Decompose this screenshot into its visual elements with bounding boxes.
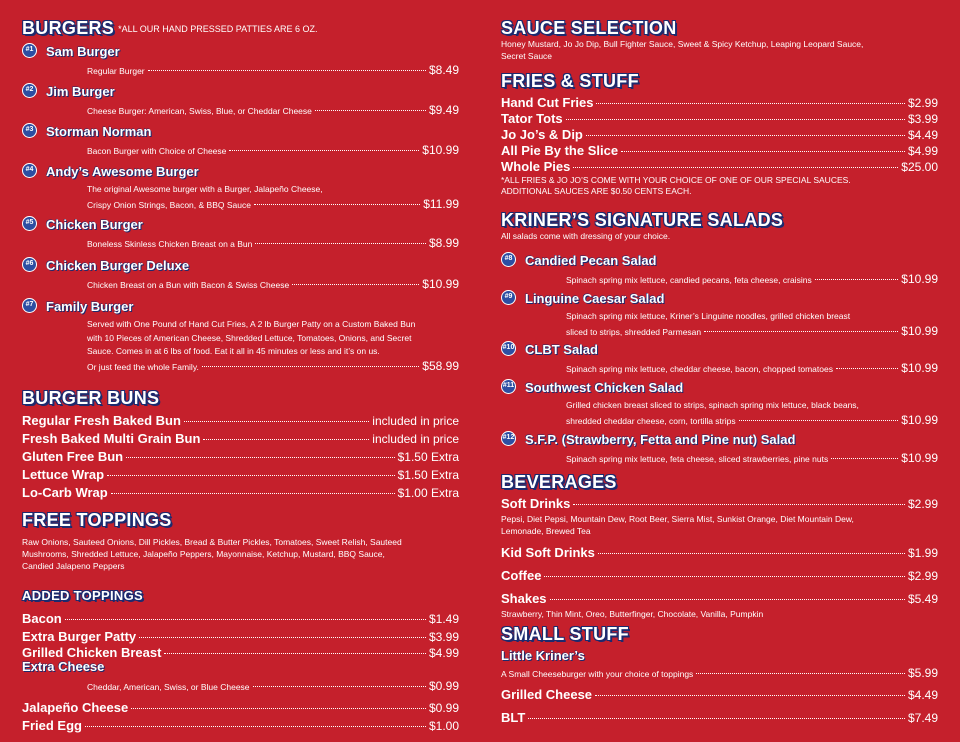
- item-name: Family Burger: [46, 299, 134, 314]
- dot-leader: [596, 103, 905, 104]
- item-text: Gluten Free Bun: [22, 449, 124, 464]
- menu-item: [22, 258, 459, 292]
- salads-subtitle: All salads come with dressing of your choice.: [501, 231, 671, 241]
- item-price-row: [87, 197, 459, 212]
- item-number-badge: #10: [501, 341, 516, 356]
- item-price-row: [566, 361, 938, 376]
- item-description: Grilled chicken breast sliced to strips, spinach spring mix lettuce, black beans,: [566, 400, 859, 410]
- dot-leader: [315, 110, 426, 111]
- item-price: $1.00 Extra: [397, 486, 459, 500]
- dot-leader: [202, 366, 419, 367]
- menu-item: [501, 342, 938, 376]
- beverage-item-shakes: Shakes $5.49: [501, 591, 938, 606]
- item-text: Crispy Onion Strings, Bacon, & BBQ Sauce: [87, 199, 251, 210]
- salads-heading: KRINER’S SIGNATURE SALADS: [501, 210, 784, 230]
- dot-leader: [184, 421, 369, 422]
- item-name: Chicken Burger Deluxe: [46, 258, 190, 273]
- beverage-item-kid: Kid Soft Drinks $1.99: [501, 545, 938, 560]
- topping-item-bacon: Bacon $1.49: [22, 611, 459, 626]
- small-stuff-heading: SMALL STUFF: [501, 624, 629, 644]
- item-price-row: [87, 236, 459, 251]
- item-price-row: [87, 63, 459, 78]
- item-details: [501, 399, 938, 428]
- menu-item: [22, 164, 459, 212]
- item-number-badge: #12: [501, 431, 516, 446]
- item-price: $8.49: [428, 63, 459, 77]
- item-text: sliced to strips, shredded Parmesan: [566, 326, 702, 337]
- menu-item: [501, 432, 938, 466]
- dot-leader: [831, 458, 898, 459]
- item-price: included in price: [372, 432, 459, 446]
- menu-item: [22, 217, 459, 251]
- item-price: $3.99: [907, 112, 938, 126]
- item-number-badge: #11: [501, 379, 516, 394]
- topping-item-jalapeno: Jalapeño Cheese $0.99: [22, 700, 459, 715]
- item-price: $10.99: [422, 277, 459, 291]
- menu-item: [501, 380, 938, 428]
- item-details: [22, 183, 459, 212]
- item-price-row: [87, 277, 459, 292]
- small-item-little: A Small Cheeseburger with your choice of toppings $5.99: [501, 666, 938, 680]
- item-number-badge: #8: [501, 252, 516, 267]
- dot-leader: [566, 119, 905, 120]
- item-price: $11.99: [423, 196, 459, 211]
- item-price: $9.49: [428, 103, 459, 117]
- item-details: [22, 143, 459, 158]
- item-name: Candied Pecan Salad: [525, 253, 657, 268]
- item-text: Fresh Baked Multi Grain Bun: [22, 431, 201, 446]
- fries-list: [501, 95, 938, 197]
- item-text: Lettuce Wrap: [22, 467, 105, 482]
- bun-item: [22, 430, 459, 448]
- topping-item-cheese-name: Extra Cheese: [22, 659, 105, 674]
- item-details: [22, 236, 459, 251]
- item-text: Or just feed the whole Family.: [87, 361, 199, 372]
- topping-item-patty: Extra Burger Patty $3.99: [22, 629, 459, 644]
- item-details: [501, 272, 938, 287]
- item-details: [501, 451, 938, 466]
- item-text: Cheese Burger: American, Swiss, Blue, or Cheddar Cheese: [87, 106, 312, 116]
- beverage-item-coffee: Coffee $2.99: [501, 568, 938, 583]
- item-text: Spinach spring mix lettuce, feta cheese, sliced strawberries, pine nuts: [566, 454, 829, 464]
- item-price-row: [87, 103, 459, 118]
- burgers-title: BURGERS: [22, 18, 115, 38]
- item-details: [22, 277, 459, 292]
- item-name: Jim Burger: [46, 84, 115, 99]
- item-price: $4.99: [907, 144, 938, 158]
- item-price: $8.99: [428, 236, 459, 250]
- item-text: Bacon Burger with Choice of Cheese: [87, 146, 227, 156]
- dot-leader: [255, 243, 426, 244]
- item-price-row: [566, 324, 938, 339]
- item-text: All Pie By the Slice: [501, 143, 619, 158]
- dot-leader: [586, 135, 905, 136]
- menu-item: [501, 253, 938, 287]
- sauce-text: [501, 38, 938, 62]
- dot-leader: [836, 368, 898, 369]
- item-text: Spinach spring mix lettuce, cheddar cheese, bacon, chopped tomatoes: [566, 364, 833, 374]
- free-toppings-text: [22, 536, 459, 572]
- item-number-badge: #2: [22, 83, 37, 98]
- beverage-soft-desc: Lemonade, Brewed Tea: [501, 526, 591, 536]
- menu-item: [22, 44, 459, 78]
- item-name: Storman Norman: [46, 124, 152, 139]
- fries-note: ADDITIONAL SAUCES ARE $0.50 CENTS EACH.: [501, 186, 692, 196]
- item-description: Sauce. Comes in at 6 lbs of food. Eat it all in 45 minutes or less and it’s on us.: [87, 346, 380, 356]
- item-text: Regular Burger: [87, 66, 145, 76]
- item-price: $2.99: [907, 96, 938, 110]
- item-text: shredded cheddar cheese, corn, tortilla strips: [566, 415, 736, 426]
- burgers-note: *ALL OUR HAND PRESSED PATTIES ARE 6 OZ.: [118, 24, 318, 34]
- item-description: The original Awesome burger with a Burger, Jalapeño Cheese,: [87, 184, 323, 194]
- dot-leader: [704, 331, 898, 332]
- item-text: Whole Pies: [501, 159, 571, 174]
- item-text: Jo Jo’s & Dip: [501, 127, 583, 142]
- item-number-badge: #6: [22, 257, 37, 272]
- item-price: $1.50 Extra: [397, 450, 459, 464]
- item-number-badge: #9: [501, 290, 516, 305]
- dot-leader: [739, 420, 899, 421]
- item-price: $10.99: [422, 143, 459, 157]
- item-price: $10.99: [901, 323, 938, 338]
- small-item-blt: BLT $7.49: [501, 710, 938, 725]
- item-price: $58.99: [422, 358, 459, 373]
- item-name: Chicken Burger: [46, 217, 143, 232]
- free-toppings-line: Raw Onions, Sauteed Onions, Dill Pickles, Bread & Butter Pickles, Tomatoes, Sweet Relish, Sauteed: [22, 537, 402, 547]
- item-price: $10.99: [901, 451, 938, 465]
- fries-item: [501, 143, 938, 159]
- menu-item: [501, 291, 938, 339]
- item-name: Sam Burger: [46, 44, 120, 59]
- dot-leader: [203, 439, 369, 440]
- beverages-heading: BEVERAGES: [501, 472, 617, 492]
- small-stuff-list: [501, 648, 938, 727]
- item-details: [22, 318, 459, 374]
- menu-item: [22, 124, 459, 158]
- item-text: Chicken Breast on a Bun with Bacon & Swiss Cheese: [87, 280, 290, 290]
- item-description: Spinach spring mix lettuce, Kriner’s Linguine noodles, grilled chicken breast: [566, 311, 851, 321]
- item-name: S.F.P. (Strawberry, Fetta and Pine nut) Salad: [525, 432, 796, 447]
- sauce-heading: SAUCE SELECTION: [501, 18, 677, 38]
- bun-item: [22, 448, 459, 466]
- bun-list: [22, 412, 459, 502]
- free-toppings-line: Candied Jalapeno Peppers: [22, 561, 125, 571]
- fries-heading: FRIES & STUFF: [501, 71, 639, 91]
- item-text: Regular Fresh Baked Bun: [22, 413, 181, 428]
- item-price: $1.50 Extra: [397, 468, 459, 482]
- beverage-soft-desc: Pepsi, Diet Pepsi, Mountain Dew, Root Beer, Sierra Mist, Sunkist Orange, Diet Mountain Dew,: [501, 514, 854, 524]
- item-name: Andy’s Awesome Burger: [46, 164, 199, 179]
- dot-leader: [573, 167, 898, 168]
- item-number-badge: #3: [22, 123, 37, 138]
- item-price: $10.99: [901, 361, 938, 375]
- dot-leader: [815, 279, 899, 280]
- item-number-badge: #1: [22, 43, 37, 58]
- small-item-little-name: Little Kriner’s: [501, 648, 585, 663]
- item-price: $10.99: [901, 272, 938, 286]
- item-details: [501, 310, 938, 339]
- item-text: Boneless Skinless Chicken Breast on a Bun: [87, 239, 253, 249]
- item-name: CLBT Salad: [525, 342, 598, 357]
- sauce-line: Honey Mustard, Jo Jo Dip, Bull Fighter Sauce, Sweet & Spicy Ketchup, Leaping Leopard Sauce,: [501, 39, 864, 49]
- dot-leader: [126, 457, 395, 458]
- topping-item-egg: Fried Egg $1.00: [22, 718, 459, 733]
- item-details: [501, 361, 938, 376]
- bun-item: [22, 484, 459, 502]
- fries-item: [501, 95, 938, 111]
- beverages-list: [501, 495, 938, 620]
- dot-leader: [107, 475, 395, 476]
- topping-item-cheese: Cheddar, American, Swiss, or Blue Cheese $0.99: [87, 679, 459, 693]
- item-price: $4.49: [907, 128, 938, 142]
- item-price: $25.00: [901, 160, 938, 174]
- item-name: Southwest Chicken Salad: [525, 380, 684, 395]
- item-number-badge: #4: [22, 163, 37, 178]
- dot-leader: [111, 493, 395, 494]
- free-toppings-line: Mushrooms, Shredded Lettuce, Jalapeño Peppers, Mayonnaise, Ketchup, Mustard, BBQ Sauce,: [22, 549, 385, 559]
- dot-leader: [229, 150, 419, 151]
- item-text: Lo-Carb Wrap: [22, 485, 108, 500]
- item-price-row: [566, 272, 938, 287]
- item-text: Tator Tots: [501, 111, 563, 126]
- fries-note: *ALL FRIES & JO JO’S COME WITH YOUR CHOICE OF ONE OF OUR SPECIAL SAUCES.: [501, 175, 851, 185]
- dot-leader: [148, 70, 426, 71]
- buns-heading: BURGER BUNS: [22, 388, 160, 408]
- added-toppings-heading: ADDED TOPPINGS: [22, 588, 143, 603]
- item-text: Hand Cut Fries: [501, 95, 594, 110]
- beverage-shakes-desc: Strawberry, Thin Mint, Oreo, Butterfinger, Chocolate, Vanilla, Pumpkin: [501, 609, 764, 619]
- item-text: Spinach spring mix lettuce, candied pecans, feta cheese, craisins: [566, 275, 812, 285]
- item-number-badge: #5: [22, 216, 37, 231]
- item-price-row: [87, 143, 459, 158]
- free-toppings-heading: FREE TOPPINGS: [22, 510, 172, 530]
- dot-leader: [292, 284, 419, 285]
- item-price: included in price: [372, 414, 459, 428]
- item-details: [22, 63, 459, 78]
- item-price: $10.99: [901, 412, 938, 427]
- bun-item: [22, 412, 459, 430]
- item-description: with 10 Pieces of American Cheese, Shredded Lettuce, Tomatoes, Onions, and Secret: [87, 332, 412, 343]
- item-price-row: [87, 359, 459, 374]
- fries-item: [501, 111, 938, 127]
- sauce-line: Secret Sauce: [501, 51, 553, 61]
- dot-leader: [621, 151, 905, 152]
- topping-item-chicken: Grilled Chicken Breast $4.99: [22, 645, 459, 660]
- fries-item: [501, 159, 938, 175]
- menu-item: [22, 299, 459, 374]
- item-number-badge: #7: [22, 298, 37, 313]
- item-details: [22, 103, 459, 118]
- added-toppings-list: [22, 610, 459, 735]
- small-item-grilled: Grilled Cheese $4.49: [501, 687, 938, 702]
- item-description: Served with One Pound of Hand Cut Fries, A 2 lb Burger Patty on a Custom Baked Bun: [87, 319, 416, 329]
- item-price-row: [566, 413, 938, 428]
- dot-leader: [254, 204, 420, 205]
- item-price-row: [566, 451, 938, 466]
- bun-item: [22, 466, 459, 484]
- menu-item: [22, 84, 459, 118]
- burgers-heading: [22, 18, 459, 39]
- fries-item: [501, 127, 938, 143]
- beverage-item-soft: Soft Drinks $2.99: [501, 496, 938, 511]
- item-name: Linguine Caesar Salad: [525, 291, 665, 306]
